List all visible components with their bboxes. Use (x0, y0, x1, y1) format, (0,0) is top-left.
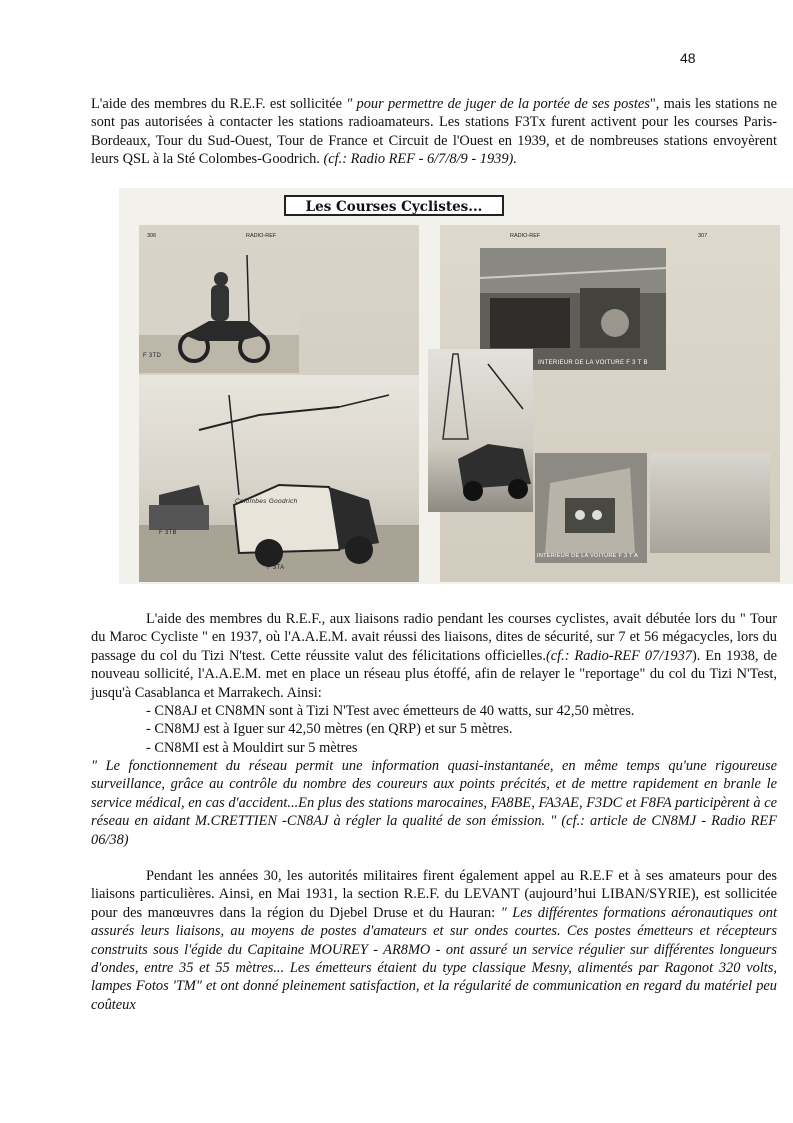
plate-title: Les Courses Cyclistes... (284, 195, 504, 216)
right-page-number: 307 (698, 233, 708, 239)
van-side-lettering: Colombes Goodrich (235, 498, 298, 505)
station-list (91, 702, 777, 757)
van-back-illustration (535, 453, 647, 563)
eiffel-car-photo (428, 349, 533, 512)
maroc-text-a: L'aide des membres du R.E.F., aux liaisons radio pendant les courses cyclistes, avait débutée lors du " Tour du Maroc Cycliste " en 1937, où l'A.A.E.M. avait réussi des liaisons, dites de sécurité, sur 7 et 56 mégacycles, lors du passage du col du Tizi N'test. Cette réussite valut des félicitations officielles. (91, 611, 777, 664)
motorcycle-illustration (139, 255, 299, 373)
intro-paragraph (91, 95, 777, 169)
caption-moto: F 3TD (143, 353, 162, 359)
scan-left-page (139, 225, 419, 582)
van-back-photo (535, 453, 647, 563)
intro-middle: ", mais les stations ne sont pas autorisées à contacter les stations radioamateurs. Les stations F3Tx furent activent pour les courses Paris-Bordeaux, Tour du Sud-Ouest, Tour de France et Circuit de l'Ouest en 1939, et de nombreuses stations envoyèrent leurs QSL à la Sté Colombes-Goodrich. (91, 96, 777, 168)
vehicles-illustration (139, 375, 419, 582)
intro-quote: " pour permettre de juger de la portée de ses postes (346, 96, 650, 112)
right-page-header: RADIO-REF (510, 233, 541, 239)
van-rear-window (650, 453, 770, 553)
maroc-quote (91, 757, 777, 849)
caption-truck: F 3TB (159, 530, 177, 536)
maroc-text-b: ). En 1938, de nouveau sollicité, l'A.A.E.M. met en place un réseau plus étoffé, afin de relayer le "reportage" du col du Tizi N'Test, jusqu'à Casablanca et Marrakech. Ainsi: (91, 647, 777, 701)
caption-interior-bottom: INTERIEUR DE LA VOITURE F 3 T A (537, 553, 639, 559)
intro-prefix: L'aide des membres du R.E.F. est sollicitée (91, 96, 347, 112)
list-item: - CN8AJ et CN8MN sont à Tizi N'Test avec émetteurs de 40 watts, sur 42,50 mètres. (146, 703, 635, 719)
levant-quote: " Les différentes formations aéronautiques ont assurés leurs liaisons, au moyens de postes d'amateurs et sur ondes courtes. Ces postes émetteurs et récepteurs construits sous l'égide du Capitaine MOUREY - AR8MO - ont assuré un service régulier sur différentes longueurs d'ondes, entre 35 et 55 mètres... Les émetteurs étaient du type classique Mesny, alimentés par Ragonot 320 volts, lampes Fotos 'TM" et ont donné pleinement satisfaction, et la régularité de communication en regard du matériel peu coûteux (91, 904, 778, 1013)
scan-right-page (440, 225, 780, 582)
list-item: - CN8MI est à Mouldirt sur 5 mètres (146, 739, 358, 756)
list-item: - CN8MJ est à Iguer sur 42,50 mètres (en QRP) et sur 5 mètres. (146, 721, 513, 738)
motorcycle-photo (139, 255, 299, 373)
levant-paragraph (91, 867, 777, 1014)
maroc-ref: (cf.: Radio-REF 07/1937 (545, 647, 692, 664)
intro-ref: (cf.: Radio REF - 6/7/8/9 - 1939). (323, 151, 517, 168)
maroc-paragraph (91, 610, 777, 702)
left-page-number: 306 (147, 233, 157, 239)
left-page-header: RADIO-REF (246, 233, 277, 239)
page-number: 48 (680, 50, 696, 66)
caption-interior-top: INTERIEUR DE LA VOITURE F 3 T B (538, 360, 648, 366)
maroc-quote-text: " Le fonctionnement du réseau permit une information quasi-instantanée, en même temps qu'une rigoureuse surveillance, grâce au contrôle du nombre des coureurs aux points précités, et de mettre rapidement en branle le service médical, en cas d'accident...En plus des stations marocaines, FA8BE, FA3AE, F3DC et F8FA participèrent à ce réseau en aidant M.CRETTIEN -CN8AJ à régler la qualité de son émission. " (cf.: article de CN8MJ - Radio REF 06/38) (91, 758, 777, 848)
vehicles-photo (139, 375, 419, 582)
levant-text: Pendant les années 30, les autorités militaires firent également appel au R.E.F et à ses amateurs pour des liaisons particulières. Ainsi, en Mai 1931, la section R.E.F. du LEVANT (aujourd’hui LIBAN/SYRIE), est sollicitée pour des manœuvres dans la région du Djebel Druse et du Hauran: (91, 868, 777, 921)
caption-van: F 3TA (267, 565, 285, 571)
eiffel-car-illustration (428, 349, 533, 512)
